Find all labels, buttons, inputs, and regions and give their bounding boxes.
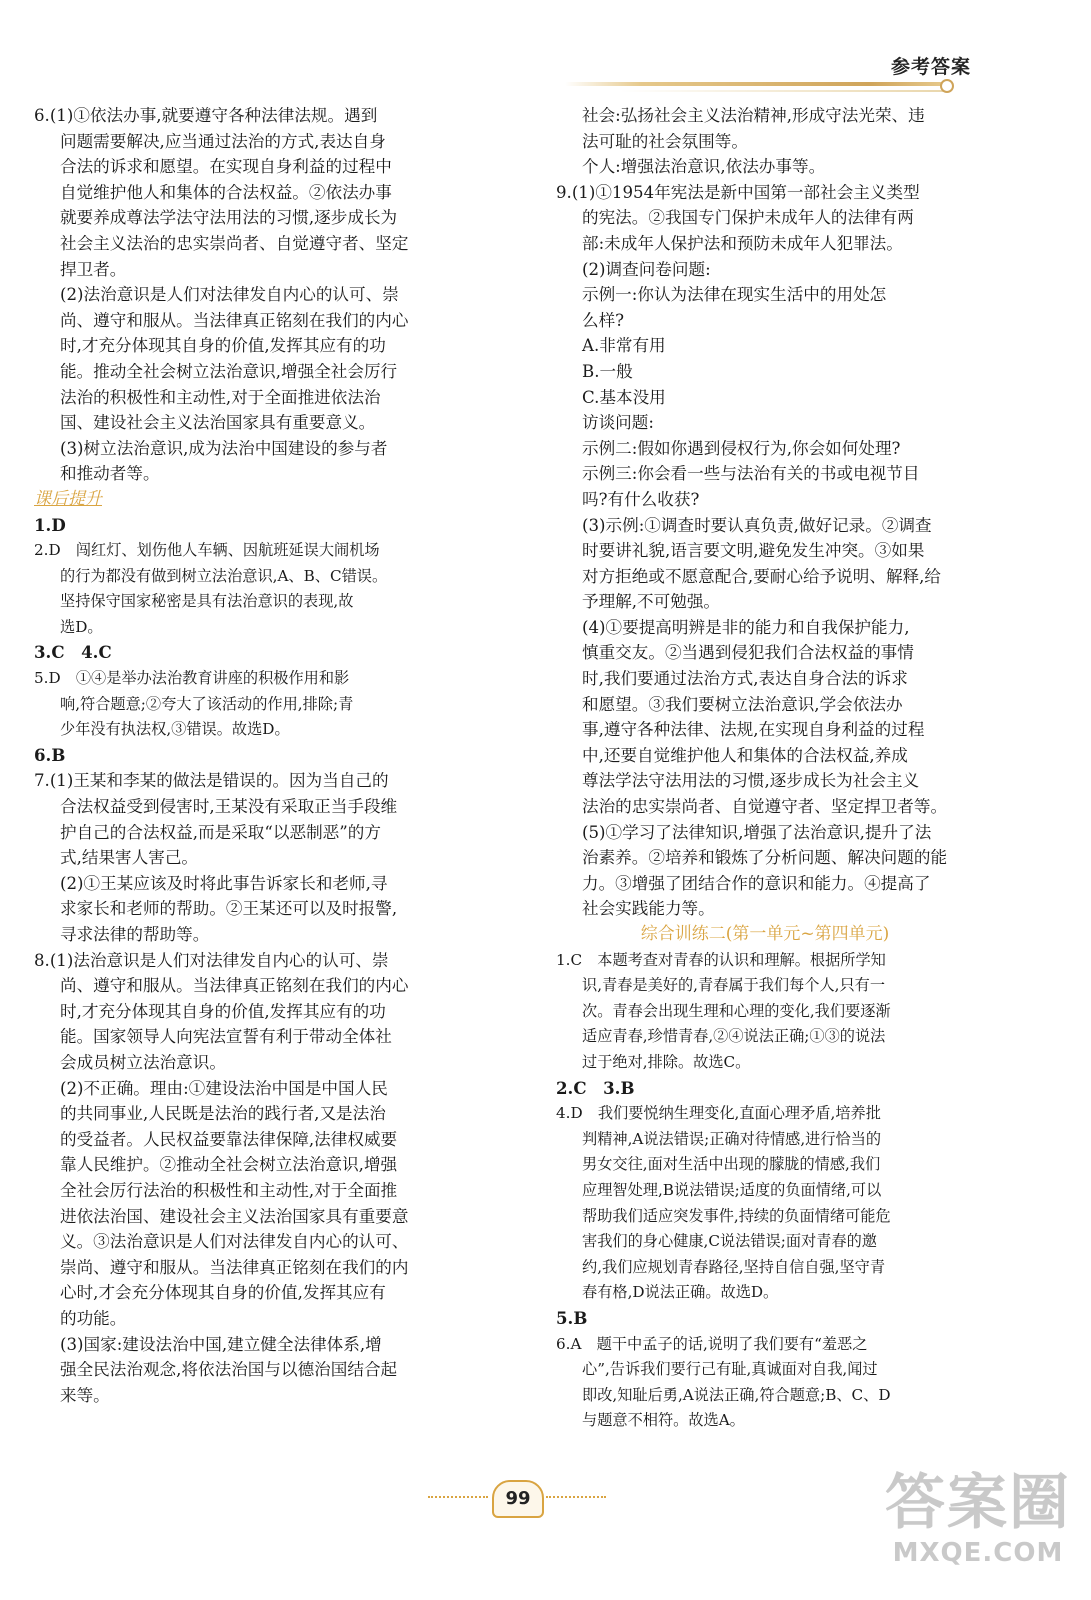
answer-line: 时,才充分体现其自身的价值,发挥其应有的功 <box>60 1001 386 1021</box>
answer-line: 么样? <box>582 310 625 330</box>
answer-line: 判精神,A说法错误;正确对待情感,进行恰当的 <box>582 1129 882 1148</box>
answer-line: 和推动者等。 <box>60 464 160 484</box>
answer-line: 问题需要解决,应当通过法治的方式,表达自身 <box>60 131 386 151</box>
answer-line: 法治的积极性和主动性,对于全面推进依法治 <box>60 387 381 407</box>
answer-line: (2)调查问卷问题: <box>582 259 711 279</box>
answer-line: 尚、遵守和服从。当法律真正铭刻在我们的内心 <box>60 310 409 330</box>
answer-line: 的共同事业,人民既是法治的践行者,又是法治 <box>60 1104 386 1124</box>
answer-line: 响,符合题意;②夸大了该活动的作用,排除;青 <box>60 694 354 713</box>
header-ornament-icon <box>940 79 954 93</box>
answer-line: 法可耻的社会氛围等。 <box>582 131 748 151</box>
answer-line: 社会:弘扬社会主义法治精神,形成守法光荣、违 <box>582 106 925 125</box>
answer-line: 帮助我们适应突发事件,持续的负面情绪可能危 <box>582 1206 891 1225</box>
answer-line: A.非常有用 <box>582 336 666 356</box>
answer-line: 春有格,D说法正确。故选D。 <box>582 1283 779 1302</box>
answer-line: 寻求法律的帮助等。 <box>60 925 210 944</box>
answer-line: 示例三:你会看一些与法治有关的书或电视节目 <box>582 464 920 484</box>
answer-line: C.基本没用 <box>582 387 666 407</box>
answer-line: 访谈问题: <box>582 413 654 433</box>
answer-line: 中,还要自觉维护他人和集体的合法权益,养成 <box>582 745 908 765</box>
answer-line: 和愿望。③我们要树立法治意识,学会依法办 <box>582 694 903 714</box>
answer-line: 就要养成尊法学法守法用法的习惯,逐步成长为 <box>60 208 398 228</box>
answer-line: 对方拒绝或不愿意配合,要耐心给予说明、解释,给 <box>582 566 942 586</box>
answer-line: 的受益者。人民权益要靠法律保障,法律权威要 <box>60 1129 398 1149</box>
answer-line: 义。③法治意识是人们对法律发自内心的认可、 <box>60 1232 409 1252</box>
page-number: 99 <box>492 1480 544 1518</box>
answer-line: 次。青春会出现生理和心理的变化,我们要逐渐 <box>582 1001 891 1020</box>
answer-line: (3)树立法治意识,成为法治中国建设的参与者 <box>60 438 388 458</box>
watermark-line1: 答案圈 <box>885 1468 1071 1538</box>
answer-line: 治素养。②培养和锻炼了分析问题、解决问题的能 <box>582 848 948 868</box>
answer-line: 5.B <box>556 1307 588 1328</box>
answer-line: 5.D ①④是举办法治教育讲座的积极作用和影 <box>34 669 350 688</box>
answer-line: 6.(1)①依法办事,就要遵守各种法律法规。遇到 <box>34 106 378 125</box>
answer-line: 的行为都没有做到树立法治意识,A、B、C错误。 <box>60 566 388 585</box>
watermark-logo <box>883 1468 1073 1588</box>
answer-line: 捍卫者。 <box>60 259 127 279</box>
answer-line: 2.D 闯红灯、划伤他人车辆、因航班延误大闹机场 <box>34 541 380 560</box>
answer-line: 个人:增强法治意识,依法办事等。 <box>582 157 826 177</box>
answer-line: 社会实践能力等。 <box>582 899 715 919</box>
right-column <box>556 103 974 1434</box>
answer-line: 即改,知耻后勇,A说法正确,符合题意;B、C、D <box>582 1385 891 1404</box>
answer-line: 4.D 我们要悦纳生理变化,直面心理矛盾,培养批 <box>556 1104 881 1123</box>
watermark-line2: MXQE.COM <box>892 1538 1064 1568</box>
answer-line: 心”,告诉我们要行己有耻,真诚面对自我,闻过 <box>582 1360 878 1379</box>
answer-line: 自觉维护他人和集体的合法权益。②依法办事 <box>60 182 392 202</box>
answer-line: 6.B <box>34 744 66 765</box>
answer-line: 尊法学法守法用法的习惯,逐步成长为社会主义 <box>582 771 920 791</box>
answer-line: 能。推动全社会树立法治意识,增强全社会厉行 <box>60 361 398 381</box>
answer-line: 全社会厉行法治的积极性和主动性,对于全面推 <box>60 1180 398 1200</box>
answer-line: (2)不正确。理由:①建设法治中国是中国人民 <box>60 1078 388 1098</box>
answer-line: 与题意不相符。故选A。 <box>582 1411 745 1430</box>
answer-line: (3)国家:建设法治中国,建立健全法律体系,增 <box>60 1334 382 1354</box>
answer-line: 应理智处理,B说法错误;适度的负面情绪,可以 <box>582 1180 882 1199</box>
answer-line: 1.C 本题考查对青春的认识和理解。根据所学知 <box>556 950 886 969</box>
left-column <box>34 103 480 1408</box>
answer-line: 国、建设社会主义法治国家具有重要意义。 <box>60 413 376 433</box>
answer-line: 时要讲礼貌,语言要文明,避免发生冲突。③如果 <box>582 541 925 561</box>
section-heading: 综合训练二(第一单元~第四单元) <box>640 924 890 944</box>
answer-line: 进依法治国、建设社会主义法治国家具有重要意 <box>60 1206 409 1226</box>
answer-line: 9.(1)①1954年宪法是新中国第一部社会主义类型 <box>556 182 920 202</box>
answer-line: 选D。 <box>60 617 103 636</box>
answer-line: 合法权益受到侵害时,王某没有采取正当手段维 <box>60 797 398 817</box>
answer-line: 2.C 3.B <box>556 1077 635 1098</box>
answer-line: 崇尚、遵守和服从。当法律真正铭刻在我们的内 <box>60 1257 409 1277</box>
answer-line: (2)法治意识是人们对法律发自内心的认可、崇 <box>60 285 399 305</box>
answer-line: 坚持保守国家秘密是具有法治意识的表现,故 <box>60 592 354 611</box>
answer-line: 强全民法治观念,将依法治国与以德治国结合起 <box>60 1360 398 1380</box>
answer-line: (3)示例:①调查时要认真负责,做好记录。②调查 <box>582 515 932 535</box>
answer-line: 事,遵守各种法律、法规,在实现自身利益的过程 <box>582 720 925 740</box>
answer-line: 能。国家领导人向宪法宣誓有利于带动全体社 <box>60 1027 392 1047</box>
answer-line: 适应青春,珍惜青春,②④说法正确;①③的说法 <box>582 1027 886 1046</box>
answer-line: 少年没有执法权,③错误。故选D。 <box>60 720 290 739</box>
footer-dots-right <box>546 1496 606 1498</box>
answer-line: 心时,才会充分体现其自身的价值,发挥其应有 <box>60 1283 386 1303</box>
answer-line: B.一般 <box>582 361 633 381</box>
answer-line: 识,青春是美好的,青春属于我们每个人,只有一 <box>582 976 886 995</box>
answer-line: 求家长和老师的帮助。②王某还可以及时报警, <box>60 899 398 919</box>
answer-line: (5)①学习了法律知识,增强了法治意识,提升了法 <box>582 822 932 842</box>
section-heading: 课后提升 <box>34 488 102 509</box>
answer-line: 尚、遵守和服从。当法律真正铭刻在我们的内心 <box>60 976 409 996</box>
answer-line: 的功能。 <box>60 1308 127 1328</box>
answer-line: 法治的忠实崇尚者、自觉遵守者、坚定捍卫者等。 <box>582 797 948 817</box>
answer-line: 过于绝对,排除。故选C。 <box>582 1052 751 1071</box>
answer-line: 予理解,不可勉强。 <box>582 592 721 612</box>
answer-line: 男女交往,面对生活中出现的朦胧的情感,我们 <box>582 1155 881 1174</box>
header-rule-secondary <box>620 90 950 92</box>
answer-line: 慎重交友。②当遇到侵犯我们合法权益的事情 <box>582 643 914 663</box>
answer-line: 时,才充分体现其自身的价值,发挥其应有的功 <box>60 336 386 356</box>
answer-line: 7.(1)王某和李某的做法是错误的。因为当自己的 <box>34 771 389 791</box>
answer-line: 来等。 <box>60 1385 110 1405</box>
answer-line: 吗?有什么收获? <box>582 489 700 509</box>
answer-line: 部:未成年人保护法和预防未成年人犯罪法。 <box>582 233 903 253</box>
answer-line: 示例一:你认为法律在现实生活中的用处怎 <box>582 285 887 305</box>
answer-line: 时,我们要通过法治方式,表达自身合法的诉求 <box>582 669 908 689</box>
answer-line: 靠人民维护。②推动全社会树立法治意识,增强 <box>60 1155 398 1175</box>
answer-line: (4)①要提高明辨是非的能力和自我保护能力, <box>582 617 910 637</box>
answer-line: 的宪法。②我国专门保护未成年人的法律有两 <box>582 208 914 228</box>
answer-line: 1.D <box>34 514 66 535</box>
answer-line: 6.A 题干中孟子的话,说明了我们要有“羞恶之 <box>556 1334 868 1353</box>
answer-line: 合法的诉求和愿望。在实现自身利益的过程中 <box>60 157 392 177</box>
answer-line: (2)①王某应该及时将此事告诉家长和老师,寻 <box>60 873 388 893</box>
answer-line: 护自己的合法权益,而是采取“以恶制恶”的方 <box>60 822 381 842</box>
header-title: 参考答案 <box>890 56 971 78</box>
answer-line: 式,结果害人害己。 <box>60 848 199 868</box>
answer-line: 力。③增强了团结合作的意识和能力。④提高了 <box>582 873 931 893</box>
answer-line: 社会主义法治的忠实崇尚者、自觉遵守者、坚定 <box>60 233 409 253</box>
header-rule <box>565 82 945 86</box>
answer-line: 3.C 4.C <box>34 642 112 663</box>
answer-line: 示例二:假如你遇到侵权行为,你会如何处理? <box>582 438 901 458</box>
answer-line: 约,我们应规划青春路径,坚持自信自强,坚守青 <box>582 1257 886 1276</box>
answer-line: 会成员树立法治意识。 <box>60 1052 226 1072</box>
answer-line: 8.(1)法治意识是人们对法律发自内心的认可、崇 <box>34 950 389 970</box>
footer-dots-left <box>428 1496 488 1498</box>
answer-line: 害我们的身心健康,C说法错误;面对青春的邀 <box>582 1232 877 1251</box>
